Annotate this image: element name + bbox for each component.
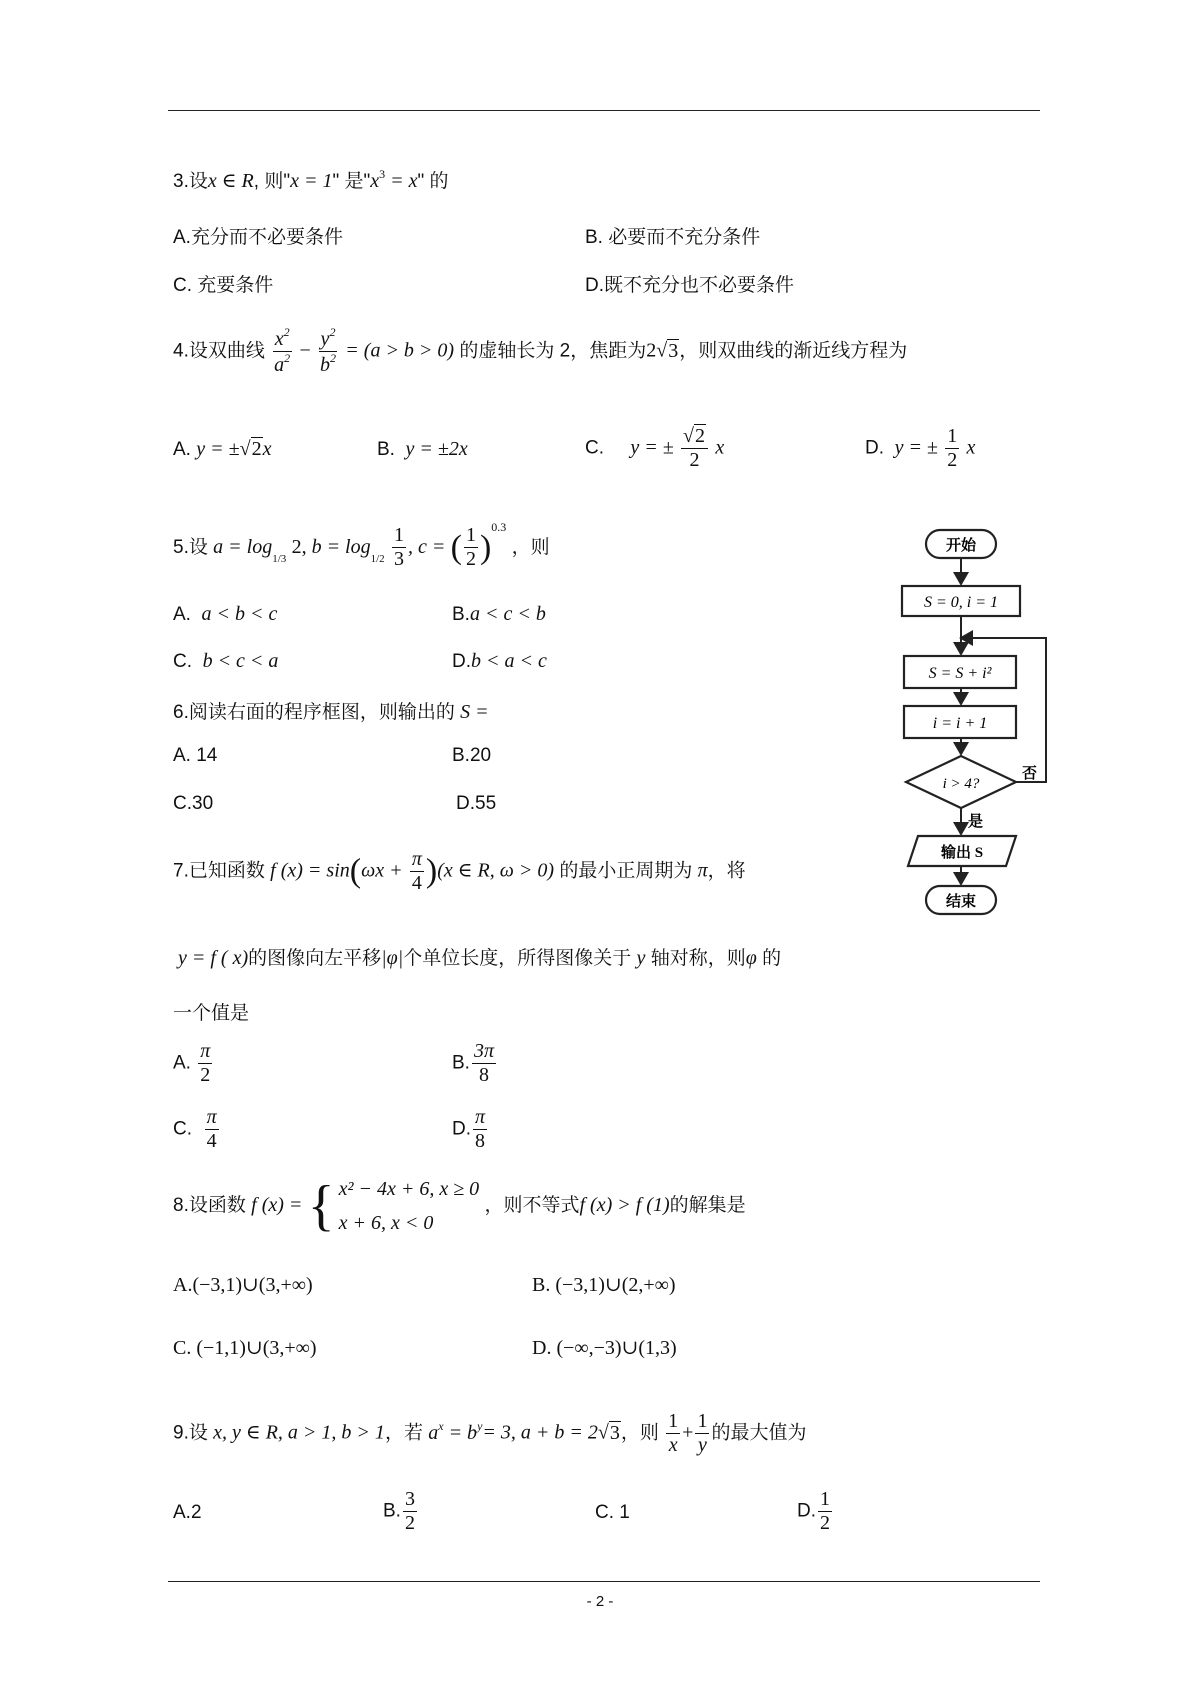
- question-text: 设函数: [188, 1195, 246, 1217]
- option-b: B.a < c < b: [452, 603, 546, 625]
- start-label: 开始: [945, 538, 977, 554]
- question-text: 的图像向左平移: [248, 948, 382, 969]
- page-number: - 2 -: [586, 1593, 614, 1610]
- math-exponent: 3: [379, 167, 386, 181]
- math-expr: ωx +: [361, 859, 403, 882]
- math-expr: |φ|: [381, 947, 404, 969]
- question-text: 阅读右面的程序框图，则输出的: [188, 702, 455, 723]
- question-number: 5.: [173, 537, 189, 558]
- option-c: C. y = ± $\frac{√2}{2}$ x: [585, 425, 725, 471]
- option-a: A. $\frac{\pi}{2}$: [173, 1040, 211, 1086]
- no-label: 否: [1022, 766, 1038, 782]
- question-text: ，则双曲线的渐近线方程为: [679, 340, 908, 362]
- question-text: 的最大值为: [711, 1422, 807, 1444]
- option-a: A. 14: [173, 745, 218, 766]
- question-7: 7.已知函数 f (x) = sin(ωx + $\frac{\pi}{4}$ )(x ∈ R, ω > 0) 的最小正周期为 π，将: [173, 848, 746, 894]
- question-text: 设: [188, 171, 208, 192]
- option-a: A.(−3,1)∪(3,+∞): [173, 1274, 313, 1296]
- log-base: 1/3: [272, 553, 287, 565]
- case-2: x + 6, x < 0: [338, 1212, 434, 1234]
- sum-label: S = S + i²: [928, 665, 992, 682]
- option-b: B.20: [452, 745, 492, 766]
- math-expr: π: [697, 859, 708, 882]
- option-c: C. 1: [595, 1502, 630, 1523]
- footer-rule: [168, 1581, 1040, 1582]
- question-7-line-3: 一个值是: [173, 1003, 250, 1024]
- question-text: 设双曲线: [188, 340, 265, 362]
- option-a: A.充分而不必要条件: [173, 227, 343, 248]
- question-number: 9.: [173, 1422, 189, 1444]
- question-text: 设: [188, 1422, 208, 1444]
- question-text: ，则: [620, 1422, 659, 1444]
- math-expr: y = f ( x): [178, 947, 249, 969]
- fraction: $\frac{y^2}{b^2}$: [320, 325, 336, 376]
- option-c: C. (−1,1)∪(3,+∞): [173, 1337, 317, 1359]
- question-text: ，将: [707, 860, 746, 882]
- option-d: D. y = ± $\frac{1}{2}$ x: [865, 425, 976, 471]
- question-text: 设: [188, 537, 208, 558]
- option-b: B. 必要而不充分条件: [585, 227, 761, 248]
- math-expr: x = 1: [290, 170, 333, 192]
- option-a: A. a < b < c: [173, 603, 278, 625]
- case-1: x² − 4x + 6, x ≥ 0: [338, 1178, 480, 1200]
- option-d: D.既不充分也不必要条件: [585, 275, 795, 296]
- question-number: 8.: [173, 1195, 189, 1217]
- option-d: D. $\frac{1}{2}$: [797, 1488, 830, 1534]
- question-number: 4.: [173, 340, 189, 362]
- math-expr: x ∈ R: [207, 170, 254, 192]
- question-text: 的最小正周期为: [559, 860, 693, 882]
- end-label: 结束: [945, 894, 977, 910]
- question-text: 的虚轴长为 2，焦距为: [459, 340, 647, 362]
- math-expr: a = log: [213, 536, 273, 558]
- option-d: D.55: [456, 793, 497, 814]
- increment-label: i = i + 1: [932, 715, 988, 732]
- question-text: ，若: [384, 1422, 423, 1444]
- option-a: A.2: [173, 1502, 202, 1523]
- option-c: C. 充要条件: [173, 275, 274, 296]
- option-a: A. y = ±√2x: [173, 438, 272, 460]
- header-rule: [168, 110, 1040, 111]
- option-c: C.30: [173, 793, 214, 814]
- question-text: ，则不等式: [484, 1195, 580, 1217]
- question-text: " 的: [417, 171, 449, 192]
- math-expr: (x ∈ R, ω > 0): [437, 859, 555, 882]
- option-c: C. $\frac{\pi}{4}$: [173, 1106, 217, 1152]
- question-text: 轴对称，则: [650, 948, 746, 969]
- fraction: $\frac{1}{3}$: [393, 524, 404, 571]
- math-expr: f (x) > f (1): [579, 1194, 670, 1217]
- question-text: 的解集是: [669, 1195, 746, 1217]
- fraction: $\frac{x^2}{a^2}$: [274, 325, 291, 376]
- program-flowchart: [888, 528, 1068, 920]
- math-expr: y: [636, 947, 646, 969]
- math-expr: φ: [745, 947, 757, 969]
- math-expr: = 3, a + b = 2: [482, 1421, 598, 1444]
- option-b: B. y = ±2x: [377, 438, 468, 460]
- question-7-line-2: [178, 943, 781, 970]
- option-d: D. $\frac{\pi}{8}$: [452, 1106, 486, 1152]
- fraction: $\frac{√2}{2}$: [681, 425, 708, 472]
- init-label: S = 0, i = 1: [923, 594, 999, 611]
- fraction: $\frac{\pi}{4}$: [411, 848, 422, 894]
- question-3: [173, 166, 449, 193]
- math-expr: 2,: [291, 536, 312, 558]
- math-exponent: 0.3: [491, 520, 507, 534]
- question-number: 3.: [173, 171, 189, 192]
- math-expr: , c =: [407, 536, 446, 558]
- math-root: 3: [668, 339, 679, 362]
- option-d: D.b < a < c: [452, 650, 547, 672]
- math-expr: x: [370, 170, 380, 192]
- option-c: C. b < c < a: [173, 650, 279, 672]
- fraction: $\frac{1}{y}$: [697, 1410, 708, 1456]
- question-4: 4.设双曲线 $\frac{x^2}{a^2}$ − $\frac{y^2}{b^2}$ = (a > b > 0) 的虚轴长为 2，焦距为2√3，则双曲线的渐近线方程为: [173, 325, 908, 376]
- math-expr: b = log: [311, 536, 371, 558]
- math-root: 3: [609, 1421, 620, 1444]
- math-expr: S =: [460, 701, 489, 723]
- math-expr: = (a > b > 0): [345, 339, 455, 362]
- log-base: 1/2: [370, 553, 385, 565]
- option-b: B. $\frac{3\pi}{8}$: [452, 1040, 494, 1086]
- math-expr: f (x) =: [251, 1194, 303, 1217]
- question-text: , 则": [253, 171, 291, 192]
- question-number: 6.: [173, 702, 189, 723]
- piecewise-function: { x² − 4x + 6, x ≥ 0 x + 6, x < 0: [308, 1172, 480, 1240]
- option-b: B. $\frac{3}{2}$: [383, 1488, 415, 1534]
- question-text: 的: [762, 948, 782, 969]
- fraction: $\frac{1}{2}$: [947, 425, 958, 471]
- question-text: 个单位长度，所得图像关于: [403, 948, 632, 969]
- output-label: 输出 S: [940, 845, 984, 861]
- math-expr: f (x) = sin: [270, 859, 350, 882]
- option-b: B. (−3,1)∪(2,+∞): [532, 1274, 676, 1296]
- yes-label: 是: [968, 814, 984, 830]
- math-expr: = x: [385, 170, 418, 192]
- math-expr: x, y ∈ R, a > 1, b > 1: [213, 1421, 385, 1444]
- question-text: ，则: [511, 537, 550, 558]
- fraction: $\frac{1}{2}$: [465, 524, 476, 571]
- condition-label: i > 4?: [942, 776, 980, 792]
- math-expr: $a^x = b^y$: [428, 1418, 483, 1444]
- question-number: 7.: [173, 860, 189, 882]
- question-8: [173, 1172, 746, 1240]
- math-expr: 2: [646, 339, 657, 362]
- question-9: 9.设 x, y ∈ R, a > 1, b > 1，若 $a^x = b^y= 3$, a + b = 2√3，则 $\frac{1}{x}$ + $\frac{1}{y}$ 的最大值为: [173, 1410, 807, 1456]
- question-text: " 是": [332, 171, 371, 192]
- fraction: $\frac{1}{x}$: [668, 1410, 679, 1456]
- option-d: D. (−∞,−3)∪(1,3): [532, 1337, 677, 1359]
- question-text: 已知函数: [188, 860, 265, 882]
- question-6: [173, 697, 489, 724]
- question-5: 5.设 $a = \log_{1/3} 2$, $b = \log_{1/2}$ $\frac{1}{3}$ , c = ( $\frac{1}{2}$ )$^{0.3}$ ，则: [173, 520, 550, 571]
